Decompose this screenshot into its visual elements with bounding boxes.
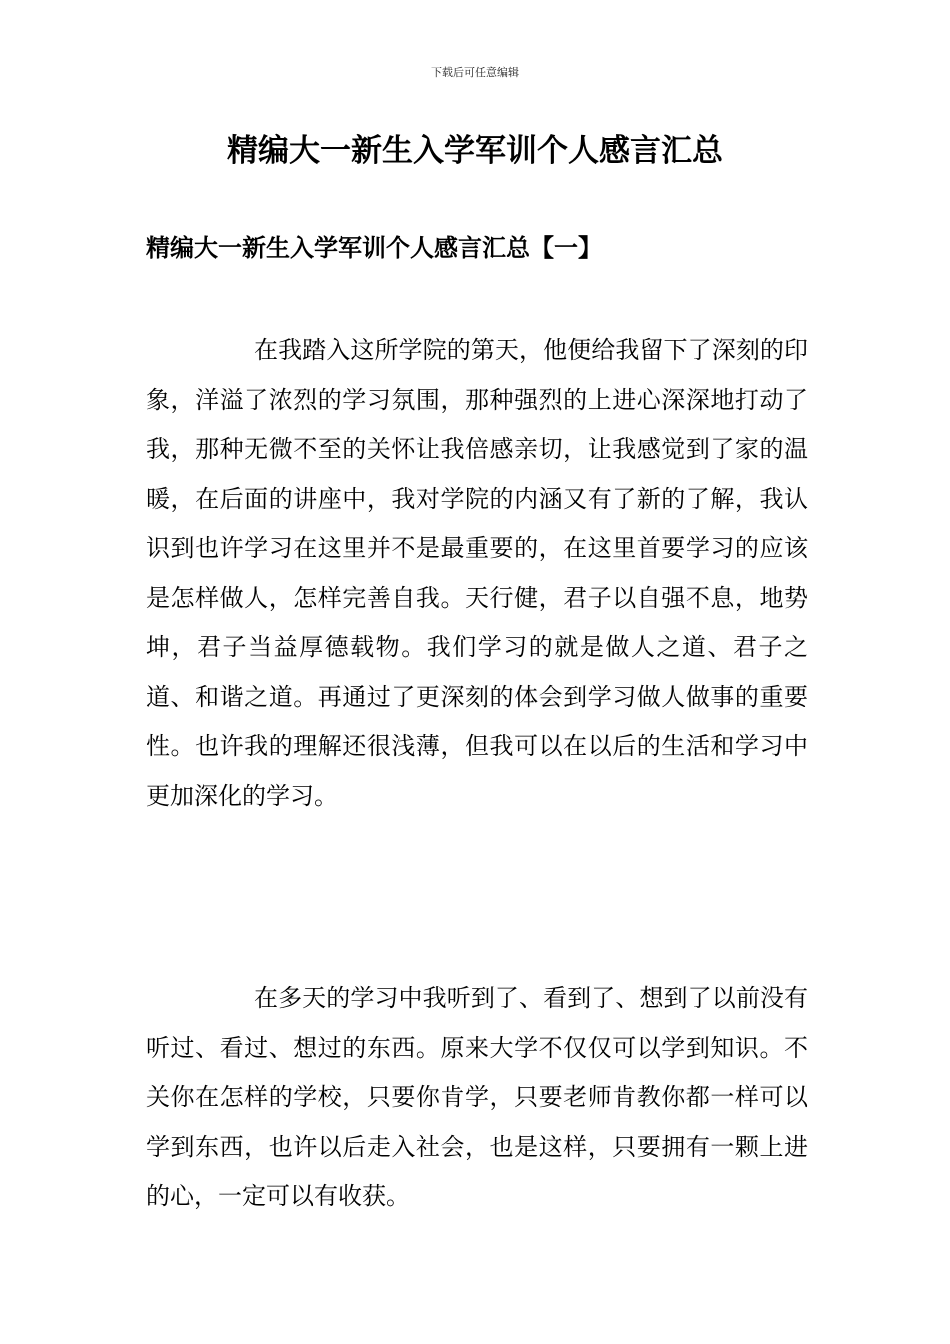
section-heading: 精编大一新生入学军训个人感言汇总【一】 — [146, 233, 602, 262]
body-paragraph: 在我踏入这所学院的第天，他便给我留下了深刻的印象，洋溢了浓烈的学习氛围，那种强烈的上进心深深地打动了我，那种无微不至的关怀让我倍感亲切，让我感觉到了家的温暖，在后面的讲座中，我对学院的内涵又有了新的了解，我认识到也许学习在这里并不是最重要的，在这里首要学习的应该是怎样做人，怎样完善自我。天行健，君子以自强不息，地势坤，君子当益厚德载物。我们学习的就是做人之道、君子之道、和谐之道。再通过了更深刻的体会到学习做人做事的重要性。也许我的理解还很浅薄，但我可以在以后的生活和学习中更加深化的学习。 — [146, 336, 808, 810]
body-paragraph: 在多天的学习中我听到了、看到了、想到了以前没有听过、看过、想过的东西。原来大学不仅仅可以学到知识。不关你在怎样的学校，只要你肯学，只要老师肯教你都一样可以学到东西，也许以后走入社会，也是这样，只要拥有一颗上进的心，一定可以有收获。 — [146, 984, 808, 1210]
header-note: 下载后可任意编辑 — [431, 66, 519, 79]
document-title: 精编大一新生入学军训个人感言汇总 — [227, 133, 723, 169]
